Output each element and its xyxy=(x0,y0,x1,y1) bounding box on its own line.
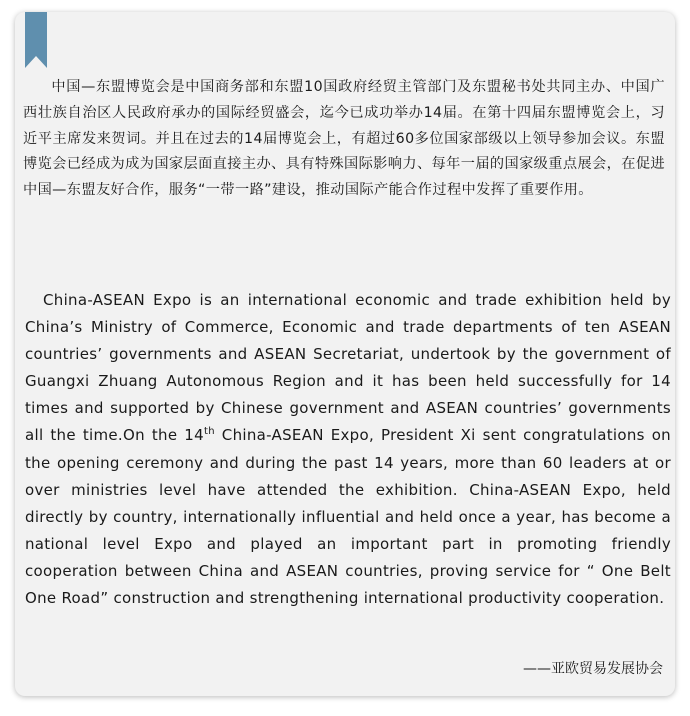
signature: ——亚欧贸易发展协会 xyxy=(523,661,663,677)
english-paragraph-part-1: China-ASEAN Expo is an international economic and trade exhibition held by China’s Ministry of Commerce, Economic and trade departments of ten ASEAN countries’ governments and ASEAN Secretariat, undertook by the government of Guangxi Zhuang Autonomous Region and it has been held successfully for 14 times and supported by Chinese government and ASEAN countries’ governments all the time.On the 14 xyxy=(25,291,671,445)
ordinal-superscript: th xyxy=(204,426,215,438)
english-paragraph xyxy=(25,287,671,612)
article-card xyxy=(15,12,675,696)
chinese-paragraph: 中国—东盟博览会是中国商务部和东盟10国政府经贸主管部门及东盟秘书处共同主办、中国广西壮族自治区人民政府承办的国际经贸盛会，迄今已成功举办14届。在第十四届东盟博览会上，习近平主席发来贺词。并且在过去的14届博览会上，有超过60多位国家部级以上领导参加会议。东盟博览会已经成为成为国家层面直接主办、具有特殊国际影响力、每年一届的国家级重点展会，在促进中国—东盟友好合作，服务“一带一路”建设，推动国际产能合作过程中发挥了重要作用。 xyxy=(23,79,665,199)
bookmark-ribbon-icon xyxy=(25,12,47,68)
english-paragraph-part-2: China-ASEAN Expo, President Xi sent congratulations on the opening ceremony and during the past 14 years, more than 60 leaders at or over ministries level have attended the exhibition. China-ASEAN Expo, held directly by country, internationally influential and held once a year, has become a national level Expo and played an important part in promoting friendly cooperation between China and ASEAN countries, proving service for “ One Belt One Road” construction and strengthening international productivity cooperation. xyxy=(25,426,671,608)
